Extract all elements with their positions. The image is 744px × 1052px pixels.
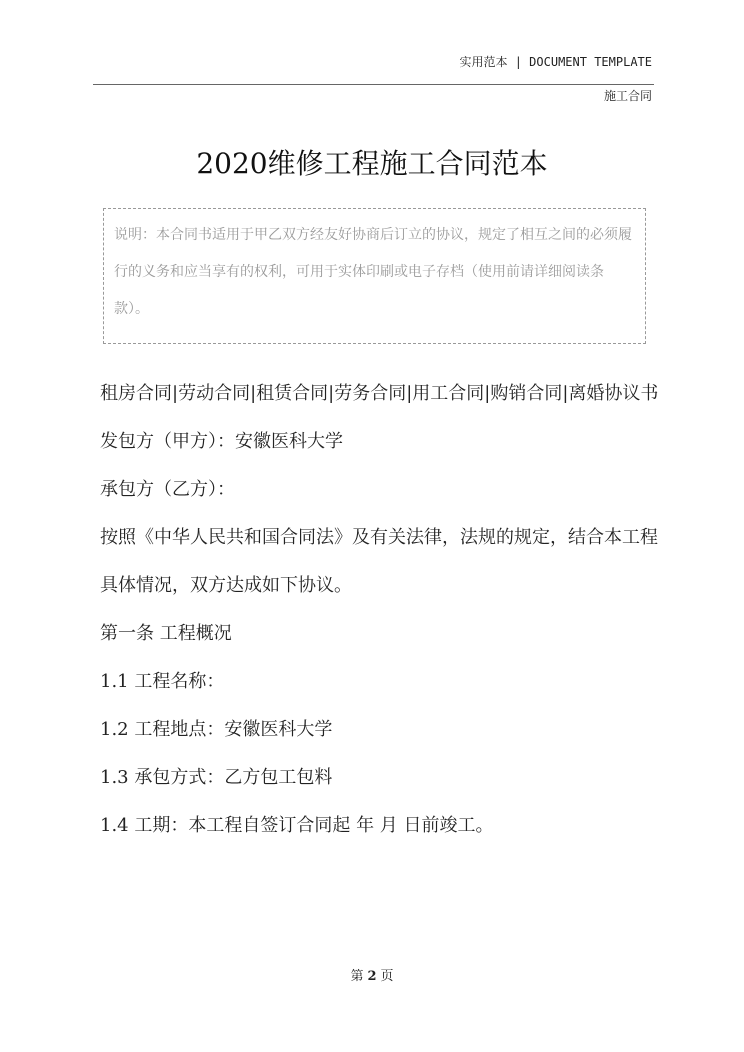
item-1-1: 1.1 工程名称： [100,671,225,692]
header-category: 施工合同 [603,89,652,103]
document-title: 2020维修工程施工合同范本 [196,147,548,180]
contract-body [100,370,660,850]
item-1-2: 1.2 工程地点：安徽医科大学 [100,719,333,740]
item-1-4: 1.4 工期：本工程自签订合同起 年 月 日前竣工。 [100,815,494,836]
footer-suffix: 页 [380,969,394,984]
item-1-3: 1.3 承包方式：乙方包工包料 [100,767,333,788]
header-doc-label: 实用范本 | DOCUMENT TEMPLATE [459,55,652,69]
note-text: 说明：本合同书适用于甲乙双方经友好协商后订立的协议，规定了相互之间的必须履行的义务和应当享有的权利，可用于实体印刷或电子存档（使用前请详细阅读条款）。 [114,227,632,317]
party-b: 承包方（乙方）： [100,479,235,500]
footer-prefix: 第 [350,969,364,984]
article-1-title: 第一条 工程概况 [100,623,232,644]
note-box [103,208,646,344]
party-a: 发包方（甲方）：安徽医科大学 [100,431,343,452]
page-footer [0,965,744,984]
related-links: 租房合同|劳动合同|租赁合同|劳务合同|用工合同|购销合同|离婚协议书 [100,383,659,404]
page-number: 2 [367,969,377,984]
intro-paragraph: 按照《中华人民共和国合同法》及有关法律，法规的规定，结合本工程具体情况，双方达成如下协议。 [100,527,658,596]
header-divider [93,84,654,85]
